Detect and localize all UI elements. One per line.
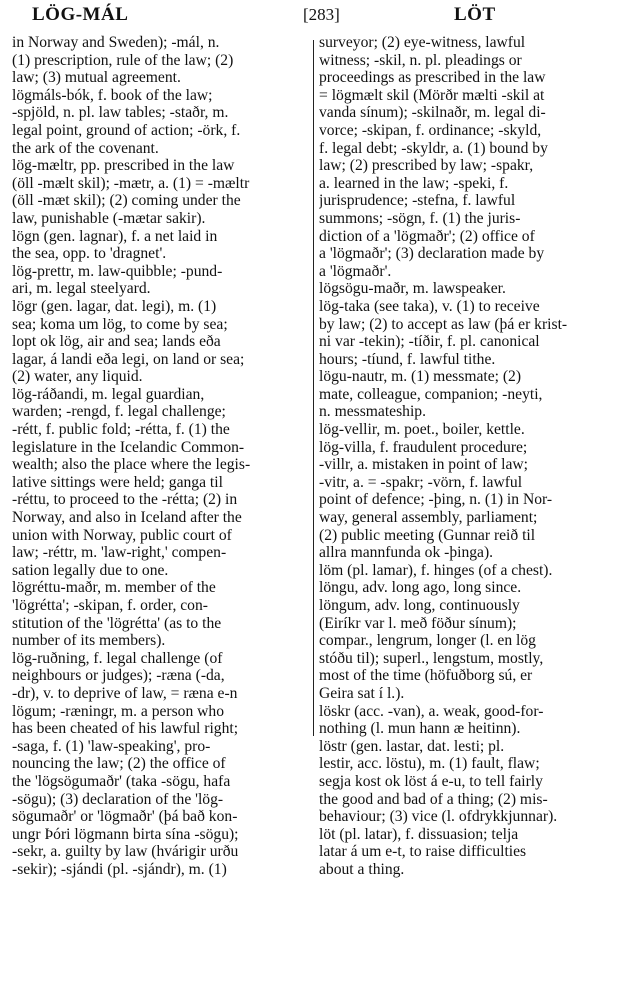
text-line: -saga, f. (1) 'law-speaking', pro-: [12, 737, 211, 755]
page-number: [283]: [303, 5, 340, 24]
text-line: lög-ráðandi, m. legal guardian,: [12, 385, 205, 403]
text-line: vorce; -skipan, f. ordinance; -skyld,: [319, 121, 542, 139]
text-line: law; (2) prescribed by law; -spakr,: [319, 157, 534, 175]
text-line: löt (pl. latar), f. dissuasion; telja: [319, 825, 519, 843]
text-line: = lögmælt skil (Mörðr mælti -skil at: [319, 86, 545, 104]
text-line: sation legally due to one.: [12, 561, 169, 579]
text-line: jurisprudence; -stefna, f. lawful: [319, 192, 516, 210]
text-line: lög-mæltr, pp. prescribed in the law: [12, 157, 235, 175]
text-line: wealth; also the place where the legis-: [12, 456, 251, 474]
text-line: -dr), v. to deprive of law, = ræna e-n: [12, 684, 238, 702]
text-line: lögn (gen. lagnar), f. a net laid in: [12, 227, 218, 245]
text-line: witness; -skil, n. pl. pleadings or: [319, 51, 522, 69]
text-line: compar., lengrum, longer (l. en lög: [319, 632, 536, 650]
text-line: lög-taka (see taka), v. (1) to receive: [319, 297, 540, 315]
text-line: (1) prescription, rule of the law; (2): [12, 51, 234, 69]
text-line: (2) water, any liquid.: [12, 368, 143, 386]
text-line: proceedings as prescribed in the law: [319, 69, 546, 87]
text-line: lögréttu-maðr, m. member of the: [12, 579, 216, 597]
text-line: löngu, adv. long ago, long since.: [319, 579, 522, 597]
text-line: f. legal debt; -skyldr, a. (1) bound by: [319, 139, 548, 157]
left-column: [12, 34, 307, 879]
text-line: the sea, opp. to 'dragnet'.: [12, 245, 167, 263]
text-line: legal point, ground of action; -örk, f.: [12, 121, 241, 139]
text-line: allra mannfunda ok -þinga).: [319, 544, 494, 562]
text-line: -sögu); (3) declaration of the 'lög-: [12, 790, 224, 808]
text-line: has been cheated of his lawful right;: [12, 720, 239, 738]
text-line: -villr, a. mistaken in point of law;: [319, 456, 528, 474]
text-line: behaviour; (3) vice (l. ofdrykkjunnar).: [319, 808, 558, 826]
text-line: surveyor; (2) eye-witness, lawful: [319, 34, 526, 51]
text-line: Norway, and also in Iceland after the: [12, 509, 242, 527]
text-line: löstr (gen. lastar, dat. lesti; pl.: [319, 737, 505, 755]
text-line: law; -réttr, m. 'law-right,' compen-: [12, 544, 227, 562]
text-line: -sekir); -sjándi (pl. -sjándr), m. (1): [12, 860, 227, 878]
text-line: (öll -mæt skil); (2) coming under the: [12, 192, 241, 210]
text-line: a 'lögmaðr'; (3) declaration made by: [319, 245, 545, 263]
page-header: [8, 4, 617, 30]
text-line: way, general assembly, parliament;: [319, 509, 538, 527]
text-line: ni var -tekin); -tíðir, f. pl. canonical: [319, 333, 540, 351]
text-line: lagar, á landi eða legi, on land or sea;: [12, 350, 245, 368]
text-line: (Eiríkr var l. með föður sínum);: [319, 614, 517, 632]
text-line: the ark of the covenant.: [12, 139, 159, 157]
text-line: vanda sínum); -skilnaðr, m. legal di-: [319, 104, 546, 122]
text-line: löm (pl. lamar), f. hinges (of a chest).: [319, 561, 553, 579]
text-line: (2) public meeting (Gunnar reið til: [319, 526, 536, 544]
text-line: union with Norway, public court of: [12, 526, 232, 544]
text-line: law; (3) mutual agreement.: [12, 69, 181, 87]
text-line: -réttu, to proceed to the -rétta; (2) in: [12, 491, 238, 509]
text-line: Geira sat í l.).: [319, 684, 405, 702]
text-line: in Norway and Sweden); -mál, n.: [12, 34, 220, 51]
text-line: segja kost ok löst á e-u, to tell fairly: [319, 772, 543, 790]
text-line: nouncing the law; (2) the office of: [12, 755, 226, 773]
column-divider: [313, 40, 314, 736]
text-line: lestir, acc. löstu), m. (1) fault, flaw;: [319, 755, 540, 773]
text-line: -vitr, a. = -spakr; -vörn, f. lawful: [319, 473, 523, 491]
running-head-left: LÖG-MÁL: [32, 4, 129, 25]
text-line: hours; -tíund, f. lawful tithe.: [319, 350, 496, 368]
text-line: about a thing.: [319, 860, 405, 878]
text-line: summons; -sögn, f. (1) the juris-: [319, 209, 521, 227]
text-line: stóðu til); superl., lengstum, mostly,: [319, 649, 544, 667]
text-line: n. messmateship.: [319, 403, 426, 421]
text-line: number of its members).: [12, 632, 166, 650]
text-line: most of the time (höfuðborg sú, er: [319, 667, 533, 685]
text-line: -rétt, f. public fold; -rétta, f. (1) the: [12, 421, 230, 439]
text-line: löngum, adv. long, continuously: [319, 597, 520, 614]
text-line: ungr Þóri lögmann birta sína -sögu);: [12, 825, 239, 843]
text-line: -spjöld, n. pl. law tables; -staðr, m.: [12, 104, 229, 122]
text-line: lögu-nautr, m. (1) messmate; (2): [319, 368, 522, 386]
text-line: law, punishable (-mætar sakir).: [12, 209, 206, 227]
text-line: ari, m. legal steelyard.: [12, 280, 151, 298]
text-line: löskr (acc. -van), a. weak, good-for-: [319, 702, 544, 720]
text-line: a. learned in the law; -speki, f.: [319, 174, 509, 192]
text-line: sögumaðr' or 'lögmaðr' (þá bað kon-: [12, 808, 238, 826]
text-line: sea; koma um lög, to come by sea;: [12, 315, 228, 333]
text-line: lögsögu-maðr, m. lawspeaker.: [319, 280, 506, 298]
text-line: point of defence; -þing, n. (1) in Nor-: [319, 491, 553, 509]
text-line: diction of a 'lögmaðr'; (2) office of: [319, 227, 535, 245]
text-line: stitution of the 'lögrétta' (as to the: [12, 614, 222, 632]
text-line: lög-prettr, m. law-quibble; -pund-: [12, 262, 223, 280]
text-line: by law; (2) to accept as law (þá er krist-: [319, 315, 568, 333]
text-line: neighbours or judges); -ræna (-da,: [12, 667, 225, 685]
text-line: a 'lögmaðr'.: [319, 262, 392, 280]
text-line: legislature in the Icelandic Common-: [12, 438, 245, 456]
right-column: [319, 34, 615, 879]
text-line: lög-vellir, m. poet., boiler, kettle.: [319, 421, 525, 439]
text-line: lögr (gen. lagar, dat. legi), m. (1): [12, 297, 217, 315]
text-line: 'lögrétta'; -skipan, f. order, con-: [12, 597, 208, 614]
text-line: the good and bad of a thing; (2) mis-: [319, 790, 548, 808]
text-line: mate, colleague, companion; -neyti,: [319, 385, 543, 403]
text-line: lögum; -ræningr, m. a person who: [12, 702, 225, 720]
running-head-right: LÖT: [454, 4, 496, 25]
text-line: lögmáls-bók, f. book of the law;: [12, 86, 213, 104]
text-line: -sekr, a. guilty by law (hvárigir urðu: [12, 843, 239, 861]
text-line: lopt ok lög, air and sea; lands eða: [12, 333, 221, 351]
text-line: the 'lögsögumaðr' (taka -sögu, hafa: [12, 772, 231, 790]
text-line: lative sittings were held; ganga til: [12, 473, 223, 491]
text-line: lög-ruðning, f. legal challenge (of: [12, 649, 223, 667]
text-line: lög-villa, f. fraudulent procedure;: [319, 438, 528, 456]
text-line: nothing (l. mun hann æ heitinn).: [319, 720, 521, 738]
text-line: latar á um e-t, to raise difficulties: [319, 843, 527, 861]
text-line: warden; -rengd, f. legal challenge;: [12, 403, 226, 421]
text-line: (öll -mælt skil); -mætr, a. (1) = -mæltr: [12, 174, 250, 192]
